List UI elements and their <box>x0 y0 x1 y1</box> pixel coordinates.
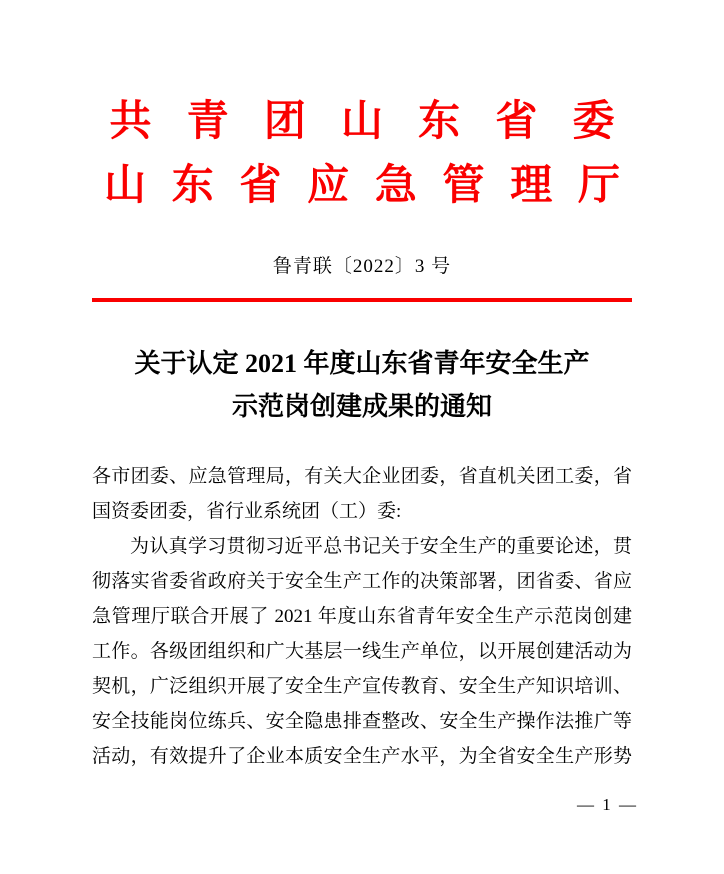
letterhead <box>0 0 724 218</box>
salutation-line: 国资委团委，省行业系统团（工）委: <box>92 501 402 522</box>
paragraph-line: 急管理厅联合开展了 2021 年度山东省青年安全生产示范岗创建 <box>92 606 632 627</box>
issuing-org-line-2: 山东省应急管理厅 <box>104 163 620 209</box>
paragraph-line: 彻落实省委省政府关于安全生产工作的决策部署，团省委、省应 <box>92 571 632 592</box>
paragraph-line: 为认真学习贯彻习近平总书记关于安全生产的重要论述，贯 <box>130 536 632 557</box>
document-title <box>0 342 724 428</box>
document-number: 鲁青联〔2022〕3 号 <box>272 256 452 277</box>
paragraph-line: 活动，有效提升了企业本质安全生产水平，为全省安全生产形势 <box>92 746 632 767</box>
salutation-line: 各市团委、应急管理局，有关大企业团委，省直机关团工委，省 <box>92 466 632 487</box>
paragraph-line: 工作。各级团组织和广大基层一线生产单位，以开展创建活动为 <box>92 641 632 662</box>
red-separator-rule <box>92 298 632 302</box>
document-title-line-2: 示范岗创建成果的通知 <box>231 392 492 421</box>
document-body <box>92 459 632 774</box>
paragraph-line: 契机，广泛组织开展了安全生产宣传教育、安全生产知识培训、 <box>92 676 632 697</box>
paragraph-line: 安全技能岗位练兵、安全隐患排查整改、安全生产操作法推广等 <box>92 711 632 732</box>
page-number: — 1 — <box>577 795 638 814</box>
document-title-line-1: 关于认定 2021 年度山东省青年安全生产 <box>134 349 590 378</box>
issuing-org-line-1: 共青团山东省委 <box>109 99 615 145</box>
